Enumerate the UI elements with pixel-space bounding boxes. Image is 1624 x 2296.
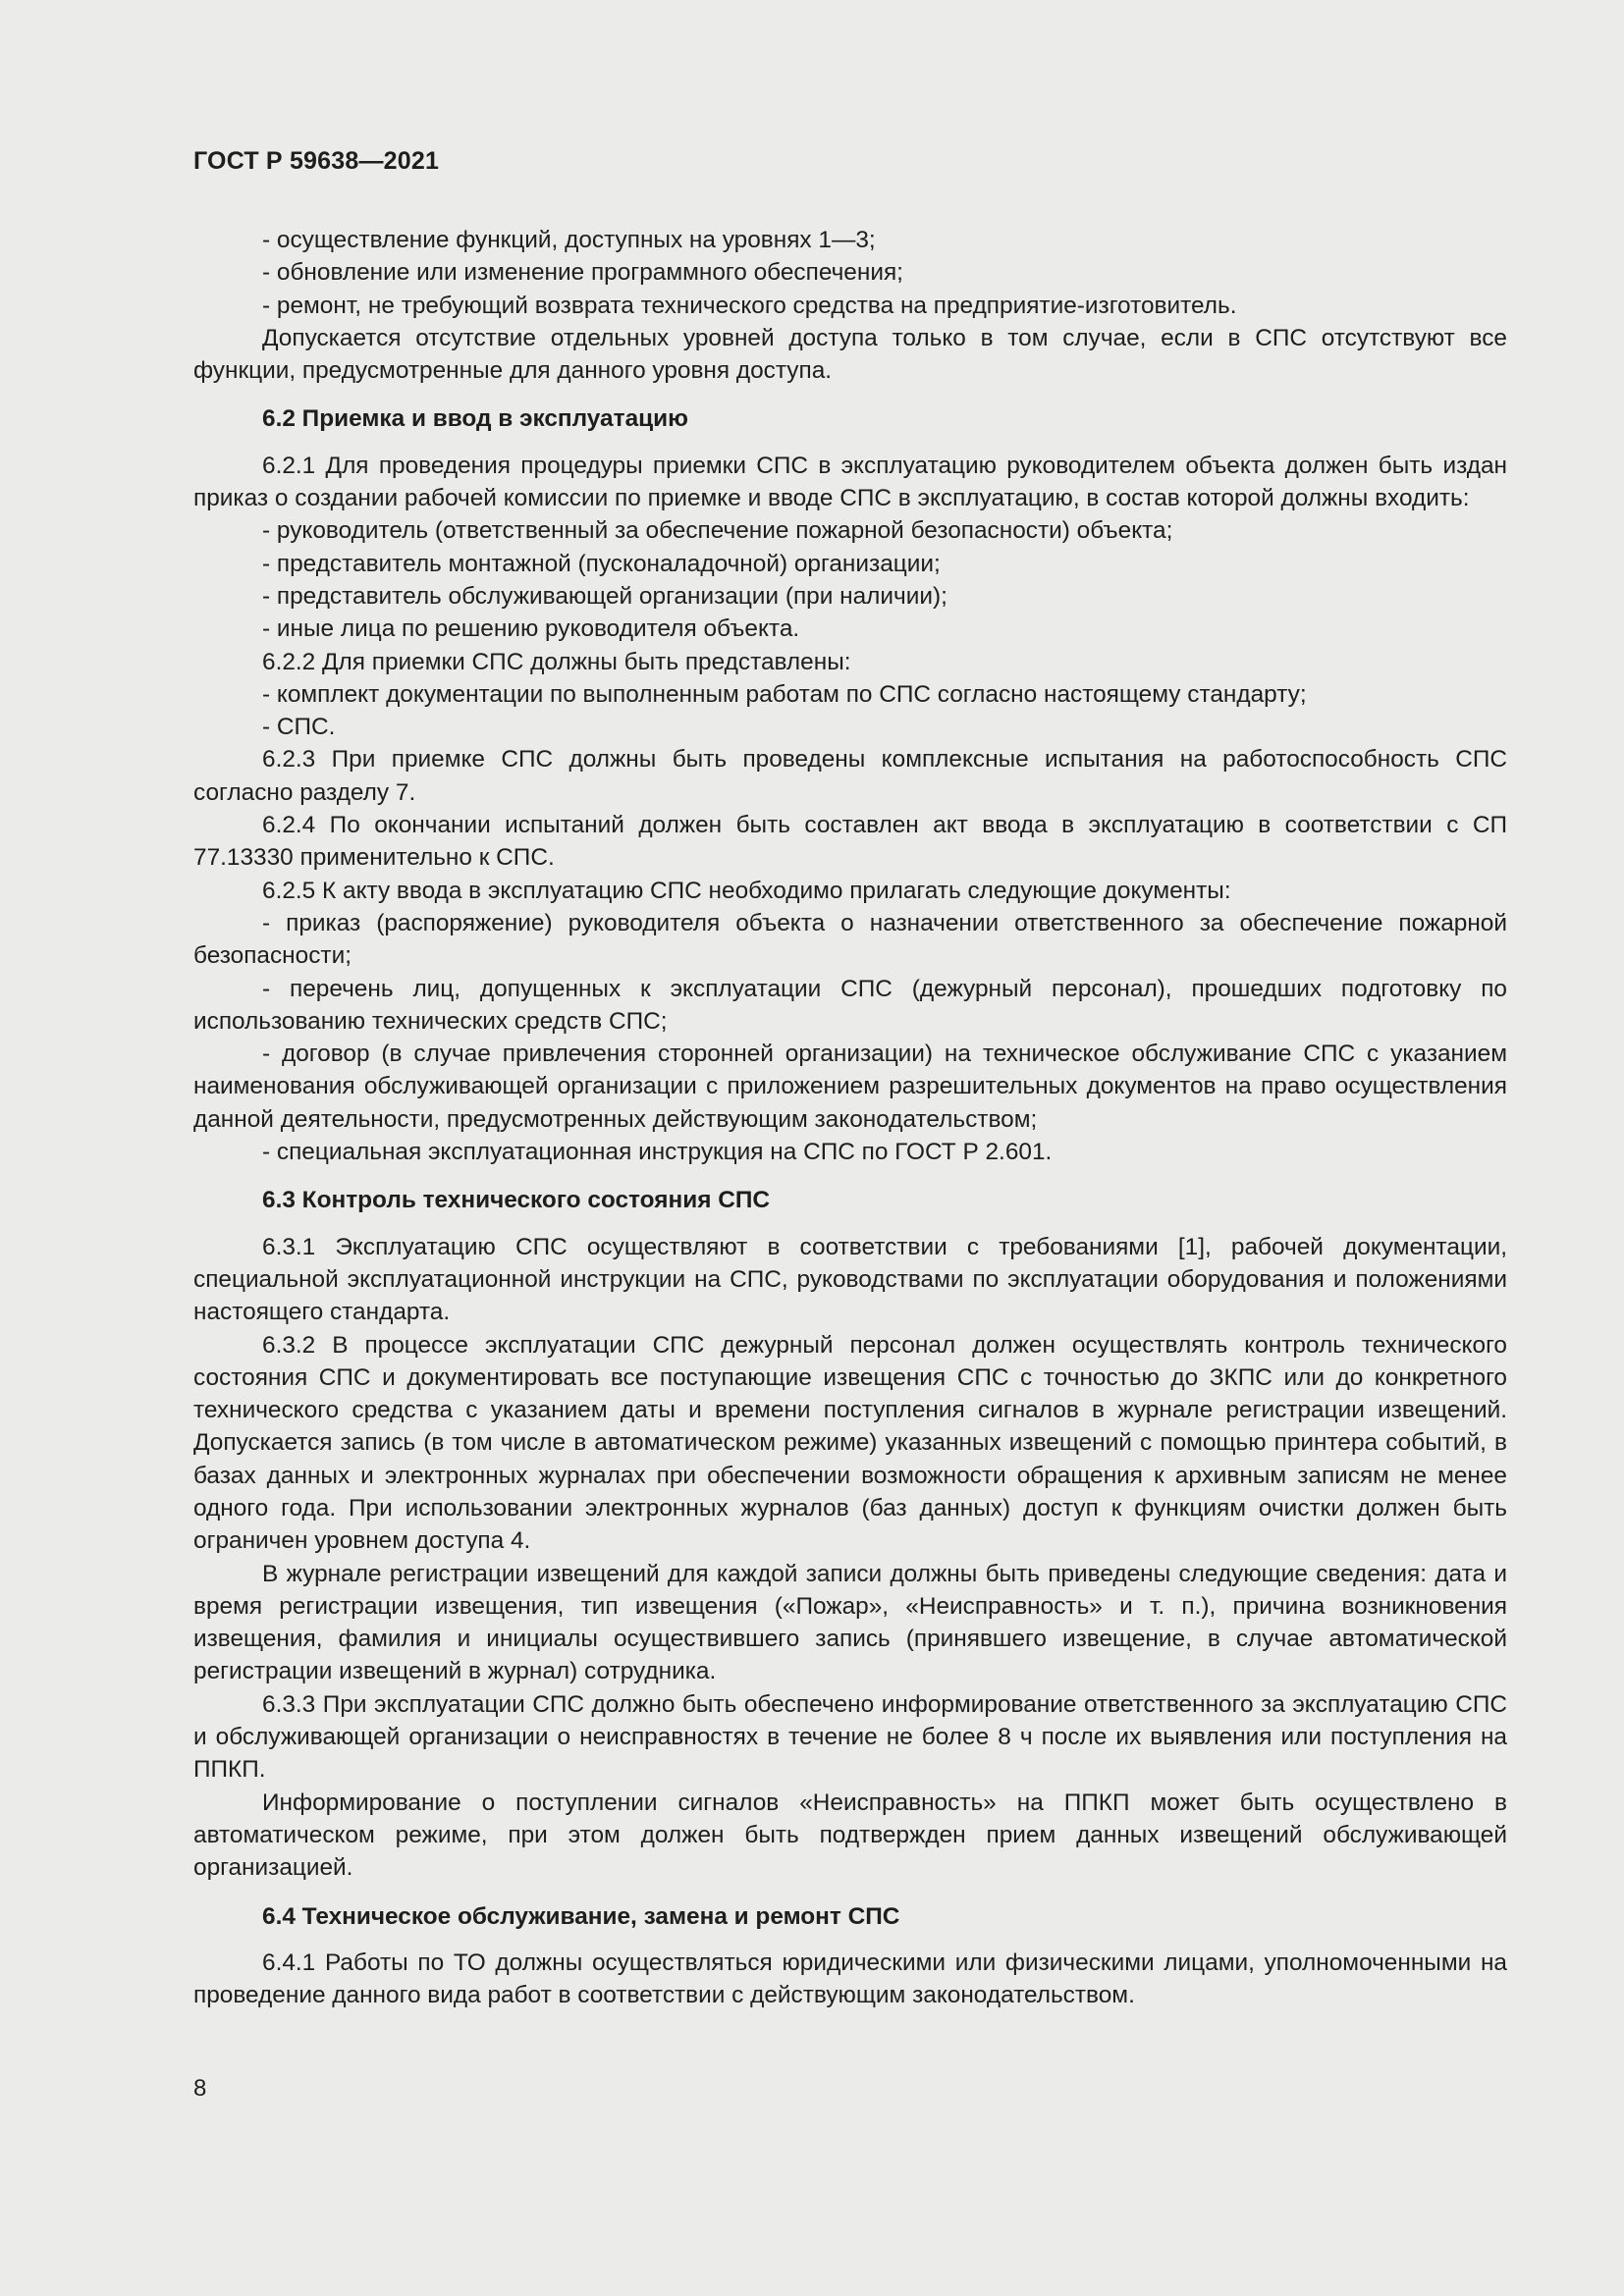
paragraph: 6.2.3 При приемке СПС должны быть проведены комплексные испытания на работоспособность СПС согласно разделу 7. xyxy=(193,746,1507,806)
paragraph: - комплект документации по выполненным работам по СПС согласно настоящему стандарту; xyxy=(262,680,1307,708)
paragraph: 6.2.1 Для проведения процедуры приемки СПС в эксплуатацию руководителем объекта должен быть издан приказ о создании рабочей комиссии по приемке и вводе СПС в эксплуатацию, в состав которой должны входить: xyxy=(193,452,1507,512)
paragraph: 6.3.2 В процессе эксплуатации СПС дежурный персонал должен осуществлять контроль технического состояния СПС и документировать все поступающие извещения СПС с точностью до ЗКПС или до конкретного технического средства с указанием даты и времени поступления сигналов в журнале регистрации извещений. Допускается запись (в том числе в автоматическом режиме) указанных извещений с помощью принтера событий, в базах данных и электронных журналах при обеспечении возможности обращения к архивным записям не менее одного года. При использовании электронных журналов (баз данных) доступ к функциям очистки должен быть ограничен уровнем доступа 4. xyxy=(193,1331,1507,1555)
paragraph: 6.2.2 Для приемки СПС должны быть представлены: xyxy=(262,648,851,675)
paragraph: В журнале регистрации извещений для каждой записи должны быть приведены следующие сведения: дата и время регистрации извещения, тип извещения («Пожар», «Неисправность» и т. п.), причина возникновения извещения, фамилия и инициалы осуществившего запись (принявшего извещение, в случае автоматической регистрации извещений в журнал) сотрудника. xyxy=(193,1560,1507,1685)
paragraph: 6.3.1 Эксплуатацию СПС осуществляют в соответствии с требованиями [1], рабочей документации, специальной эксплуатационной инструкции на СПС, руководствами по эксплуатации оборудования и положениями настоящего стандарта. xyxy=(193,1233,1507,1326)
paragraph: - представитель обслуживающей организации (при наличии); xyxy=(262,582,947,610)
paragraph: Информирование о поступлении сигналов «Неисправность» на ППКП может быть осуществлено в автоматическом режиме, при этом должен быть подтвержден прием данных извещений обслуживающей организацией. xyxy=(193,1789,1507,1882)
paragraph: - приказ (распоряжение) руководителя объекта о назначении ответственного за обеспечение пожарной безопасности; xyxy=(193,909,1507,970)
section-heading: 6.2 Приемка и ввод в эксплуатацию xyxy=(262,405,688,433)
section-heading: 6.3 Контроль технического состояния СПС xyxy=(262,1187,770,1214)
paragraph: 6.3.3 При эксплуатации СПС должно быть обеспечено информирование ответственного за эксплуатацию СПС и обслуживающей организации о неисправностях в течение не более 8 ч после их выявления или поступления на ППКП. xyxy=(193,1690,1507,1784)
paragraph: - СПС. xyxy=(262,714,336,741)
paragraph: Допускается отсутствие отдельных уровней доступа только в том случае, если в СПС отсутствуют все функции, предусмотренные для данного уровня доступа. xyxy=(193,324,1507,385)
paragraph: - руководитель (ответственный за обеспечение пожарной безопасности) объекта; xyxy=(262,517,1173,545)
paragraph: - обновление или изменение программного обеспечения; xyxy=(262,259,903,287)
paragraph: - ремонт, не требующий возврата технического средства на предприятие-изготовитель. xyxy=(262,292,1237,319)
paragraph: 6.4.1 Работы по ТО должны осуществляться юридическими или физическими лицами, уполномоченными на проведение данного вида работ в соответствии с действующим законодательством. xyxy=(193,1949,1507,2009)
paragraph: - представитель монтажной (пусконаладочной) организации; xyxy=(262,550,941,577)
paragraph: - договор (в случае привлечения сторонней организации) на техническое обслуживание СПС с указанием наименования обслуживающей организации с приложением разрешительных документов на право осуществления данной деятельности, предусмотренных действующим законодательством; xyxy=(193,1041,1507,1133)
section-heading: 6.4 Техническое обслуживание, замена и ремонт СПС xyxy=(262,1902,900,1930)
paragraph: 6.2.5 К акту ввода в эксплуатацию СПС необходимо прилагать следующие документы: xyxy=(262,877,1231,904)
paragraph: - перечень лиц, допущенных к эксплуатации СПС (дежурный персонал), прошедших подготовку по использованию технических средств СПС; xyxy=(193,975,1507,1035)
paragraph: - специальная эксплуатационная инструкция на СПС по ГОСТ Р 2.601. xyxy=(262,1139,1053,1166)
document-body xyxy=(193,224,1507,2011)
paragraph: 6.2.4 По окончании испытаний должен быть составлен акт ввода в эксплуатацию в соответствии с СП 77.13330 применительно к СПС. xyxy=(193,812,1507,872)
paragraph: - осуществление функций, доступных на уровнях 1—3; xyxy=(262,227,876,253)
paragraph: - иные лица по решению руководителя объекта. xyxy=(262,615,800,643)
page-number: 8 xyxy=(193,2075,207,2102)
document-header: ГОСТ Р 59638—2021 xyxy=(193,147,440,175)
